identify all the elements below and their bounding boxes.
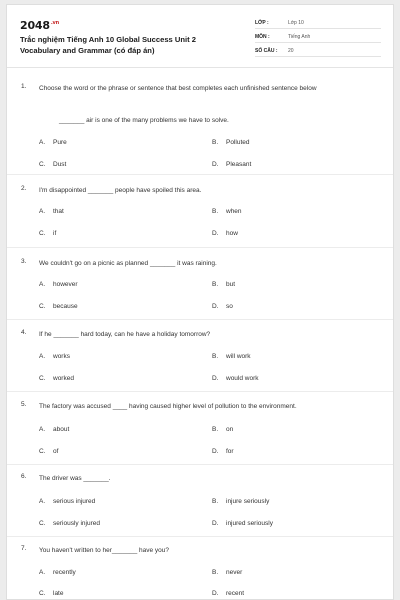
meta-class: LỚP : Lớp 10 bbox=[255, 18, 381, 29]
page-header bbox=[7, 5, 393, 67]
header-divider bbox=[7, 67, 393, 68]
meta-subject: MÔN : Tiếng Anh bbox=[255, 32, 381, 43]
question-text: The factory was accused ____ having caused higher level of pollution to the environment. bbox=[39, 403, 297, 410]
question-separator bbox=[7, 391, 393, 392]
question-text: You haven't written to her_______ have you? bbox=[39, 547, 170, 554]
question-separator bbox=[7, 174, 393, 175]
question-separator bbox=[7, 464, 393, 465]
quiz-page: $2048^{.vn}$ Trắc nghiệm Tiếng Anh 10 Global Success Unit 2 Vocabulary and Grammar (có đáp án) LỚP : Lớp 10 MÔN : Tiếng Anh SỐ CÂU : 20 1. Choose the word or the phrase or sentence that best completes each unfinished sentence below _______ air is one of the many problems we have to solve. A. Pure B. Polluted C. Dust D. Pleasant 2. I'm disappointed _______ people have spoiled this area. A. that B. when C. if D. how 3. We couldn't go on a picnic as planned _______ it was raining. A. however B. but C. because D. so 4. If he _______ hard today, can he have a holiday tomorrow? A. works B. will work C. worked D. would work 5. The factory was accused ____ having caused higher level of pollution to the environment. A. about B. on C. of D. for 6. The driver was _______. A. serious injured B. injure seriously C. seriously injured D. injured seriously 7. You haven't written to her_______ have you? A. recently B. never C. late D. recent bbox=[6, 4, 394, 600]
question-separator bbox=[7, 319, 393, 320]
page-title-line-2: Vocabulary and Grammar (có đáp án) bbox=[20, 46, 155, 55]
question-text: The driver was _______. bbox=[39, 475, 111, 482]
question-text: We couldn't go on a picnic as planned _______ it was raining. bbox=[39, 260, 217, 267]
question-text: If he _______ hard today, can he have a holiday tomorrow? bbox=[39, 331, 211, 338]
page-title-line-1: Trắc nghiệm Tiếng Anh 10 Global Success Unit 2 bbox=[20, 35, 196, 44]
question-sentence: _______ air is one of the many problems we have to solve. bbox=[59, 117, 229, 124]
question-separator bbox=[7, 247, 393, 248]
question-text: I'm disappointed _______ people have spoiled this area. bbox=[39, 187, 202, 194]
meta-question-count: SỐ CÂU : 20 bbox=[255, 46, 381, 57]
question-separator bbox=[7, 536, 393, 537]
site-logo[interactable]: $2048^{.vn}$ bbox=[20, 19, 59, 32]
question-text: Choose the word or the phrase or sentence that best completes each unfinished sentence below bbox=[39, 85, 317, 92]
